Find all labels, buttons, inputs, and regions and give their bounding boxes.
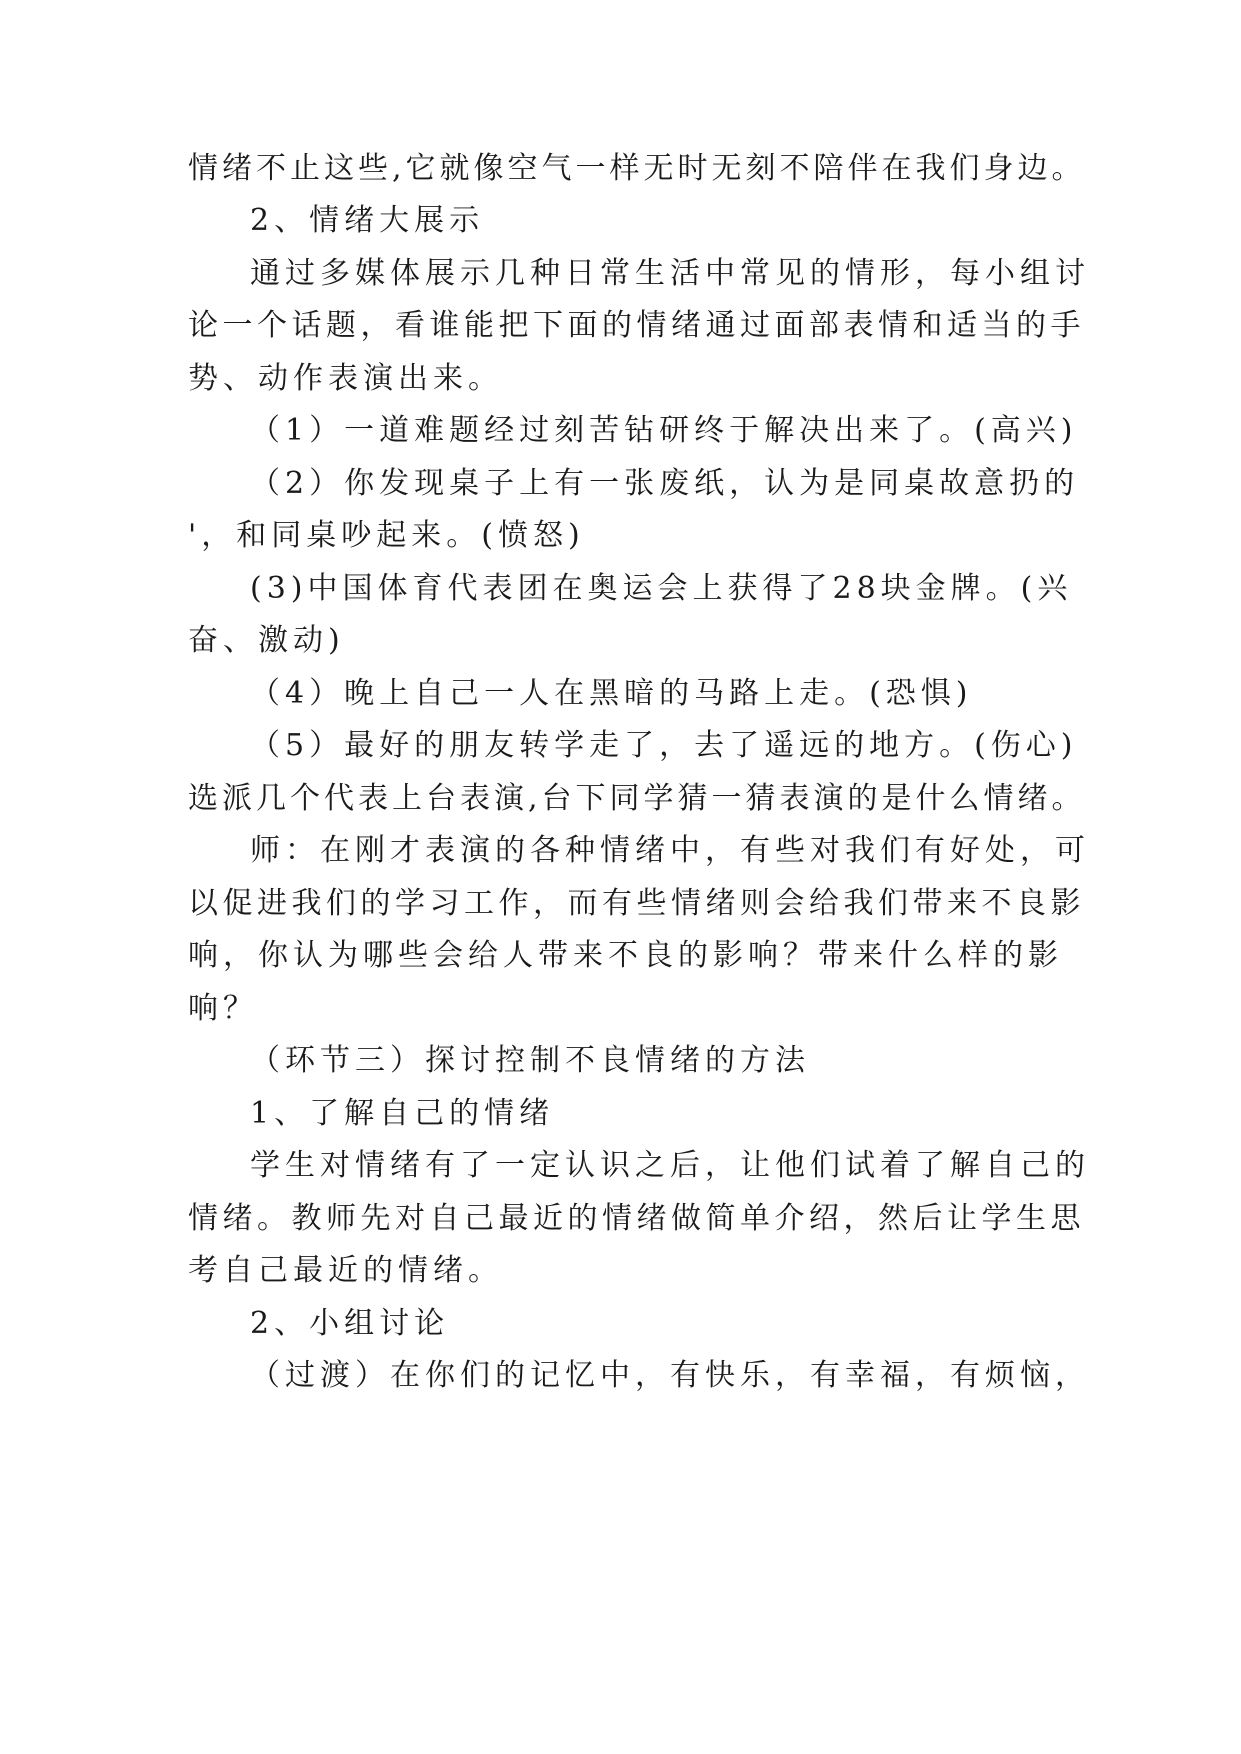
text-line: （过渡）在你们的记忆中，有快乐，有幸福，有烦恼， <box>250 1358 1090 1393</box>
text-line: 奋、激动) <box>188 623 345 658</box>
list-item: （1）一道难题经过刻苦钻研终于解决出来了。(高兴) <box>250 413 1078 448</box>
list-item: （4）晚上自己一人在黑暗的马路上走。(恐惧) <box>250 676 973 711</box>
text-line: 通过多媒体展示几种日常生活中常见的情形，每小组讨 <box>250 256 1090 291</box>
text-line: 以促进我们的学习工作，而有些情绪则会给我们带来不良影 <box>188 886 1085 921</box>
list-item: （2）你发现桌子上有一张废纸，认为是同桌故意扔的 <box>250 466 1080 501</box>
text-line: 情绪。教师先对自己最近的情绪做简单介绍，然后让学生思 <box>188 1201 1085 1236</box>
text-line: 师：在刚才表演的各种情绪中，有些对我们有好处，可 <box>250 833 1090 868</box>
text-line: 选派几个代表上台表演,台下同学猜一猜表演的是什么情绪。 <box>188 781 1086 816</box>
section-heading: 2、小组讨论 <box>250 1306 450 1341</box>
list-item: (3)中国体育代表团在奥运会上获得了28块金牌。(兴 <box>250 571 1073 606</box>
text-line: 论一个话题，看谁能把下面的情绪通过面部表情和适当的手 <box>188 308 1085 343</box>
text-line: '，和同桌吵起来。(愤怒) <box>188 518 585 553</box>
text-line: 考自己最近的情绪。 <box>188 1253 503 1288</box>
list-item: （5）最好的朋友转学走了，去了遥远的地方。(伤心) <box>250 728 1078 763</box>
section-heading: 2、情绪大展示 <box>250 203 485 238</box>
text-line: 学生对情绪有了一定认识之后，让他们试着了解自己的 <box>250 1148 1090 1183</box>
text-line: 势、动作表演出来。 <box>188 361 503 396</box>
text-line: 响？ <box>188 991 258 1026</box>
text-line: 情绪不止这些,它就像空气一样无时无刻不陪伴在我们身边。 <box>188 151 1086 186</box>
section-heading: （环节三）探讨控制不良情绪的方法 <box>250 1043 810 1078</box>
section-heading: 1、了解自己的情绪 <box>250 1096 555 1131</box>
text-line: 响，你认为哪些会给人带来不良的影响？带来什么样的影 <box>188 938 1063 973</box>
